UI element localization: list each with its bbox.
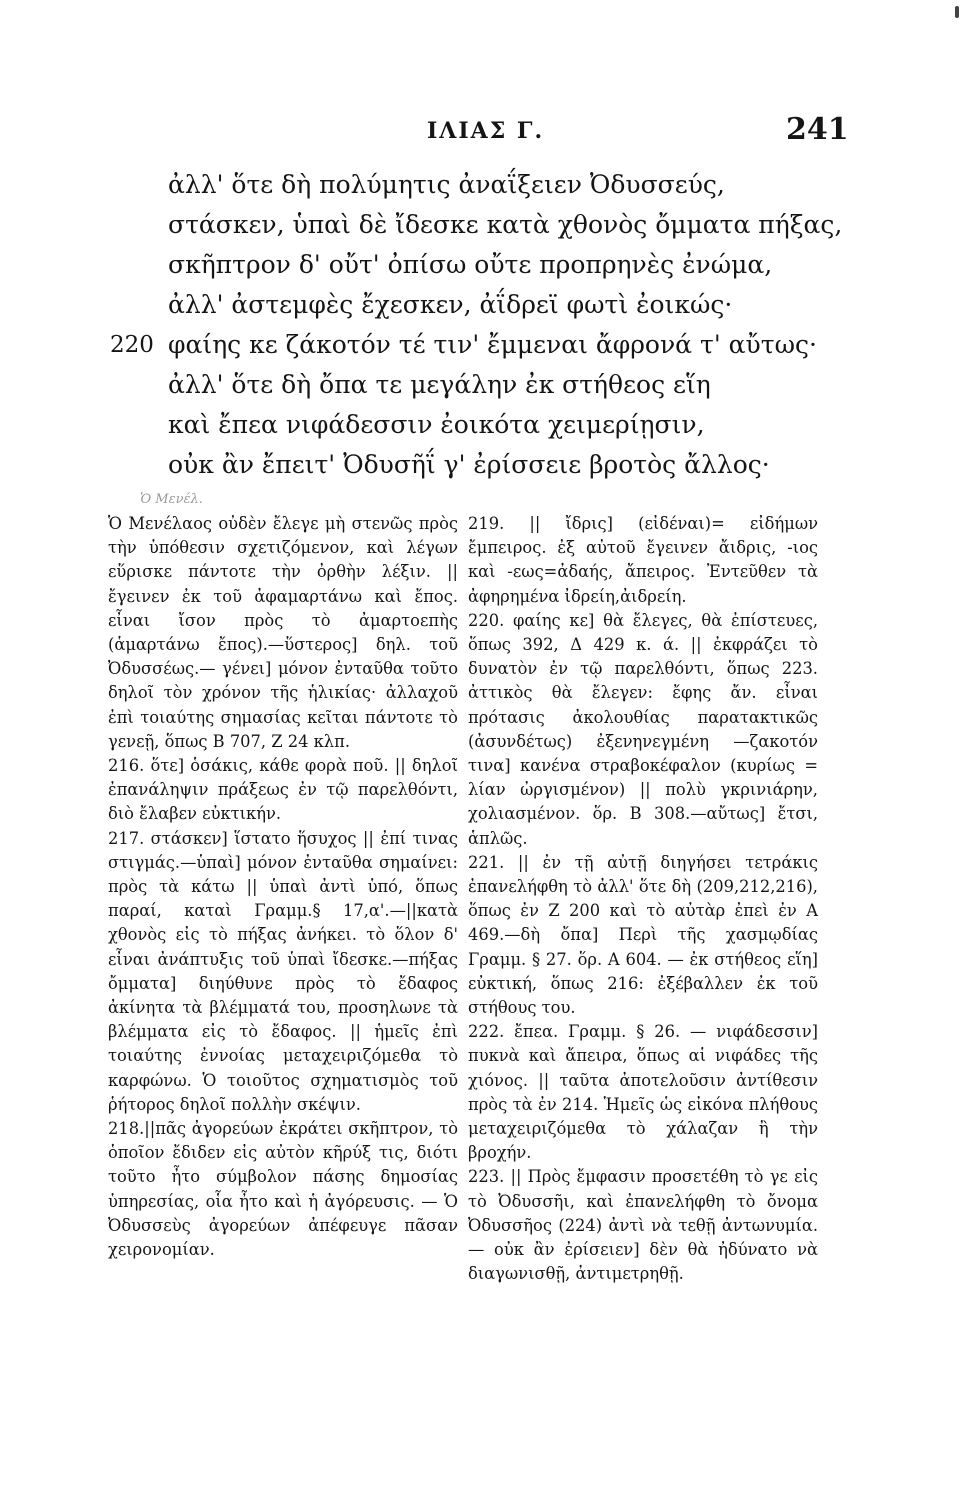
- verse-line: [110, 325, 870, 365]
- verse-text: σκῆπτρον δ' οὔτ' ὀπίσω οὔτε προπρηνὲς ἐνώμα,: [168, 250, 773, 279]
- commentary-paragraph: 218.||πᾶς ἀγορεύων ἐκράτει σκῆπτρον, τὸ ὁποῖον ἔδιδεν εἰς αὐτὸν κῆρύξ τις, διότι τοῦτο ἦτο σύμβολον πάσης δημοσίας ὑπηρεσίας, οἷα ἦτο καὶ ἡ ἀγόρευσις. — Ὁ Ὀδυσσεὺς ἀγορεύων ἀπέφευγε πᾶσαν χειρονομίαν.: [108, 1119, 458, 1260]
- verse-line: [110, 405, 870, 445]
- page-header: [0, 112, 969, 158]
- commentary-paragraph: 220. φαίης κε] θὰ ἔλεγες, θὰ ἐπίστευες, ὅπως 392, Δ 429 κ. ά. || ἐκφράζει τὸ δυνατὸν ἐν τῷ παρελθόντι, ὅπως 223. ἀττικὸς θὰ ἔλεγεν: ἔφης ἄν. εἶναι πρότασις ἀκολουθίας παρατακτικῶς (ἀσυνδέτως) ἐξενηνεγμένη —ζακοτόν τινα] κανένα στραβοκέφαλον (κυρίως = λίαν ὠργισμένον) || πολὺ γκρινιάρην, χολιασμένον. ὅρ. Β 308.—αὔτως] ἔτσι, ἁπλῶς.: [468, 610, 818, 848]
- running-title: ΙΛΙΑΣ Γ.: [427, 118, 545, 144]
- page-number: 241: [786, 112, 849, 147]
- verse-text: στάσκεν, ὑπαὶ δὲ ἴδεσκε κατὰ χθονὸς ὄμματα πήξας,: [168, 210, 843, 239]
- commentary-paragraph: 223. || Πρὸς ἔμφασιν προσετέθη τὸ γε εἰς τὸ Ὀδυσσῆι, καὶ ἐπανελήφθη τὸ ὄνομα Ὀδυσσῆος (224) ἀντὶ νὰ τεθῇ ἀντωνυμία. — οὐκ ἂν ἐρίσειεν] δὲν θὰ ἠδύνατο νὰ διαγωνισθῇ, ἀντιμετρηθῇ.: [468, 1167, 818, 1284]
- verse-block: [110, 165, 870, 485]
- verse-line: [110, 205, 870, 245]
- commentary-paragraph: 222. ἔπεα. Γραμμ. § 26. — νιφάδεσσιν] πυκνὰ καὶ ἄπειρα, ὅπως αἱ νιφάδες τῆς χιόνος. || ταῦτα ἀποτελοῦσιν ἀντίθεσιν πρὸς τὰ ἐν 214. Ἡμεῖς ὡς εἰκόνα πλήθους μεταχειριζόμεθα τὸ χάλαζαν ἢ τὴν βροχήν.: [468, 1022, 818, 1163]
- scan-speck: [955, 6, 959, 18]
- commentary-block: [108, 512, 818, 1287]
- verse-text: ἀλλ' ἀστεμφὲς ἔχεσκεν, ἀΐδρεϊ φωτὶ ἐοικώς·: [168, 290, 733, 319]
- commentary-right-column: [468, 512, 818, 1287]
- verse-text: ἀλλ' ὅτε δὴ πολύμητις ἀναΐξειεν Ὀδυσσεύς,: [168, 170, 725, 199]
- verse-number: 220: [110, 332, 154, 358]
- commentary-paragraph: 217. στάσκεν] ἵστατο ἥσυχος || ἐπί τινας στιγμάς.—ὑπαὶ] μόνον ἐνταῦθα σημαίνει: πρὸς τὰ κάτω || ὑπαὶ ἀντὶ ὑπό, ὅπως παραί, καταὶ Γραμμ.§ 17,α'.—||κατὰ χθονὸς εἰς τὸ πήξας ἀνήκει. τὸ ὅλον δ' εἶναι ἀνάπτυξις τοῦ ὑπαὶ ἴδεσκε.—πήξας ὄμματα] διηύθυνε πρὸς τὸ ἔδαφος ἀκίνητα τὰ βλέμματά του, προσηλωνε τὰ βλέμματα εἰς τὸ ἔδαφος. || ἡμεῖς ἐπὶ τοιαύτης ἐννοίας μεταχειριζόμεθα τὸ καρφώνω. Ὁ τοιοῦτος σχηματισμὸς τοῦ ῥήτορος δηλοῖ πολλὴν σκέψιν.: [108, 828, 458, 1114]
- commentary-paragraph: Ὁ Μενέλαος οὐδὲν ἔλεγε μὴ στενῶς πρὸς τὴν ὑπόθεσιν σχετιζόμενον, καὶ λέγων εὕρισκε πάντοτε τὴν ὀρθὴν λέξιν. || ἔγεινεν ἐκ τοῦ ἀφαμαρτάνω καὶ ἔπος. εἶναι ἴσον πρὸς τὸ ἀμαρτοεπὴς (ἁμαρτάνω ἔπος).—ὕστερος] δηλ. τοῦ Ὀδυσσέως.— γένει] μόνον ἐνταῦθα τοῦτο δηλοῖ τὸν χρόνον τῆς ἡλικίας· ἀλλαχοῦ ἐπὶ τοιαύτης σημασίας κεῖται πάντοτε τὸ γενεῇ, ὅπως Β 707, Ζ 24 κλπ.: [108, 514, 458, 751]
- verse-text: ἀλλ' ὅτε δὴ ὄπα τε μεγάλην ἐκ στήθεος εἵη: [168, 370, 711, 399]
- commentary-paragraph: 219. || ἴδρις] (εἰδέναι)= εἰδήμων ἔμπειρος. ἐξ αὐτοῦ ἔγεινεν ἄιδρις, -ιος καὶ -εως=ἀδαής, ἄπειρος. Ἐντεῦθεν τὰ ἀφηρημένα ἰδρείη,ἀιδρείη.: [468, 514, 818, 606]
- verse-line: [110, 245, 870, 285]
- commentary-left-column: [108, 512, 458, 1287]
- verse-line: [110, 365, 870, 405]
- verse-line: [110, 445, 870, 485]
- verse-text: φαίης κε ζάκοτόν τέ τιν' ἔμμεναι ἄφρονά τ' αὔτως·: [168, 330, 817, 359]
- verse-text: οὐκ ἂν ἔπειτ' Ὀδυσῆΐ γ' ἐρίσσειε βροτὸς ἄλλος·: [168, 450, 770, 479]
- handwritten-margin-note: Ὁ Μενέλ.: [140, 492, 203, 507]
- commentary-paragraph: 216. ὅτε] ὁσάκις, κάθε φορὰ ποῦ. || δηλοῖ ἐπανάληψιν πράξεως ἐν τῷ παρελθόντι, διὸ ἔλαβεν εὐκτικήν.: [108, 756, 458, 824]
- verse-text: καὶ ἔπεα νιφάδεσσιν ἐοικότα χειμερίῃσιν,: [168, 410, 705, 439]
- verse-line: [110, 165, 870, 205]
- commentary-paragraph: 221. || ἐν τῇ αὐτῇ διηγήσει τετράκις ἐπανελήφθη τὸ ἀλλ' ὅτε δὴ (209,212,216), ὅπως ἐν Ζ 200 καὶ τὸ αὐτὰρ ἐπεὶ ἐν Α 469.—δὴ ὄπα] Περὶ τῆς χασμῳδίας Γραμμ. § 27. ὅρ. Α 604. — ἐκ στήθεος εἵη] εὐκτική, ὅπως 216: ἐξέβαλλεν ἐκ τοῦ στήθους του.: [468, 852, 818, 1018]
- verse-line: [110, 285, 870, 325]
